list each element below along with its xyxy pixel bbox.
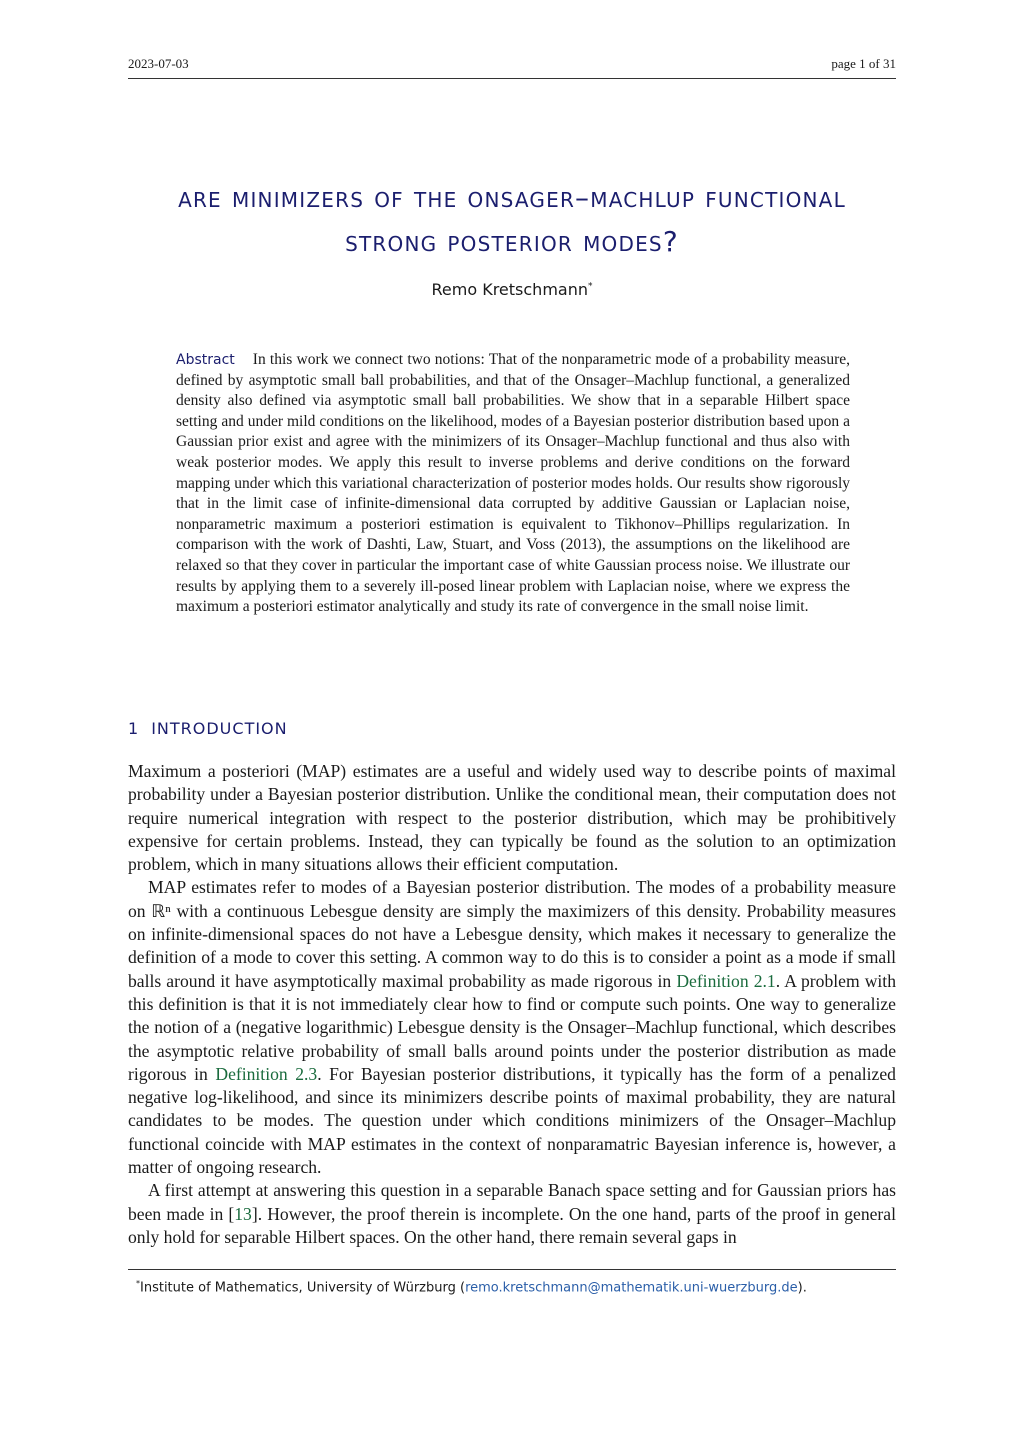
email-link[interactable]: remo.kretschmann@mathematik.uni-wuerzburg.de — [465, 1280, 798, 1296]
title-line-2: strong posterior modes? — [345, 225, 679, 258]
citation-13-link[interactable]: 13 — [234, 1203, 252, 1224]
abstract-text: In this work we connect two notions: That of the nonparametric mode of a probability measure, defined by asymptotic small ball probabilities, and that of the Onsager–Machlup functional, a generalized density also defined via asymptotic small ball probabilities. We show that in a separable Hilbert space setting and under mild conditions on the likelihood, modes of a Bayesian posterior distribution based upon a Gaussian prior exist and agree with the minimizers of its Onsager–Machlup functional and thus also with weak posterior modes. We apply this result to inverse problems and derive conditions on the forward mapping under which this variational characterization of posterior modes holds. Our results show rigorously that in the limit case of infinite-dimensional data corrupted by additive Gaussian or Laplacian noise, nonparametric maximum a posteriori estimation is equivalent to Tikhonov–Phillips regularization. In comparison with the work of Dashti, Law, Stuart, and Voss (2013), the assumptions on the likelihood are relaxed so that they cover in particular the important case of white Gaussian process noise. We illustrate our results by applying them to a severely ill-posed linear problem with Laplacian noise, where we express the maximum a posteriori estimator analytically and study its rate of convergence in the small noise limit. — [176, 351, 850, 616]
footnote-divider — [128, 1269, 896, 1270]
section-title: INTRODUCTION — [151, 719, 288, 738]
author — [128, 280, 896, 299]
paragraph-3: A first attempt at answering this question in a separable Banach space setting and for Gaussian priors has been made in [13]. However, the proof therein is incomplete. On the one hand, parts of the proof in general only hold for separable Hilbert spaces. On the other hand, there remain several gaps in — [128, 1180, 896, 1247]
running-header — [128, 54, 896, 79]
paragraph-1: Maximum a posteriori (MAP) estimates are a useful and widely used way to describe points of maximal probability under a Bayesian posterior distribution. Unlike the conditional mean, their computation does not require numerical integration with respect to the posterior distribution, which may be prohibitively expensive for certain problems. Instead, they can typically be found as the solution to an optimization problem, which in many situations allows their efficient computation. — [128, 761, 896, 875]
abstract — [176, 350, 850, 618]
header-page-number: page 1 of 31 — [831, 56, 896, 71]
section-number: 1 — [128, 719, 140, 738]
paper-title — [128, 176, 896, 264]
footnote-mark: * — [136, 1279, 140, 1288]
body-text — [128, 760, 896, 1249]
header-date: 2023-07-03 — [128, 56, 189, 71]
abstract-label: Abstract — [176, 352, 235, 368]
definition-2-3-link[interactable]: Definition 2.3 — [215, 1063, 318, 1084]
author-name: Remo Kretschmann — [431, 280, 588, 299]
footnote: *Institute of Mathematics, University of Würzburg (remo.kretschmann@mathematik.uni-wuerzburg.de). — [136, 1279, 807, 1296]
definition-2-1-link[interactable]: Definition 2.1 — [676, 970, 776, 991]
author-footnote-mark[interactable]: * — [587, 281, 593, 292]
title-line-1: are minimizers of the onsager–machlup functional — [178, 181, 846, 214]
paragraph-2: MAP estimates refer to modes of a Bayesian posterior distribution. The modes of a probability measure on ℝⁿ with a continuous Lebesgue density are simply the maximizers of this density. Probability measures on infinite-dimensional spaces do not have a Lebesgue density, which makes it necessary to generalize the definition of a mode to cover this setting. A common way to do this is to consider a point as a mode if small balls around it have asymptotically maximal probability as made rigorous in Definition 2.1. A problem with this definition is that it is not immediately clear how to find or compute such points. One way to generalize the notion of a (negative logarithmic) Lebesgue density is the Onsager–Machlup functional, which describes the asymptotic relative probability of small balls around points under the posterior distribution as made rigorous in Definition 2.3. For Bayesian posterior distributions, it typically has the form of a penalized negative log-likelihood, and since its minimizers describe points of maximal probability, they are natural candidates to be modes. The question under which conditions minimizers of the Onsager–Machlup functional coincide with MAP estimates in the context of nonparamatric Bayesian inference is, however, a matter of ongoing research. — [128, 877, 896, 1178]
section-heading — [128, 719, 288, 738]
